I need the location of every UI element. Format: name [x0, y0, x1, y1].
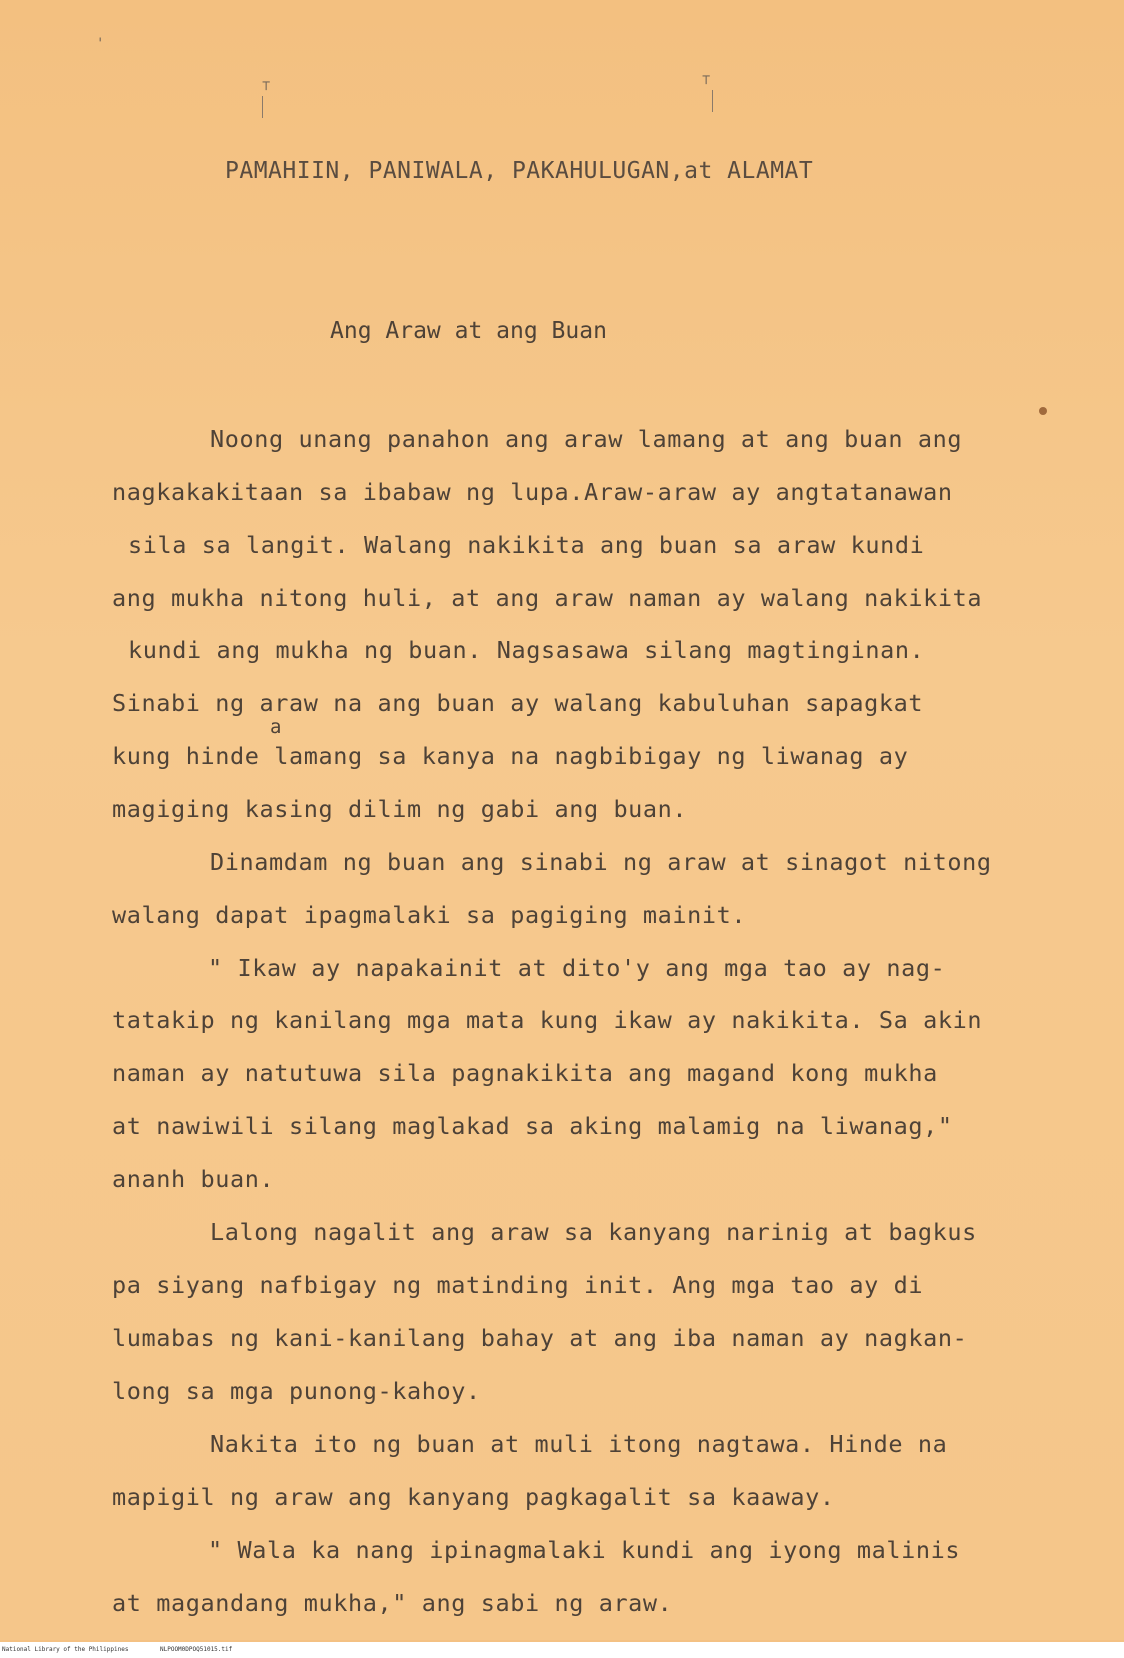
text-line: lumabas ng kani-kanilang bahay at ang iba naman ay nagkan- [112, 1324, 968, 1352]
scan-footer [0, 1642, 1124, 1658]
text-line: sila sa langit. Walang nakikita ang buan sa araw kundi [128, 531, 925, 559]
text-line: kung hinde lamang sa kanya na nagbibigay ng liwanag ay [112, 742, 909, 770]
text-line: ang mukha nitong huli, at ang araw naman ay walang nakikita [112, 584, 983, 612]
text-line: ananh buan. [112, 1165, 275, 1193]
text-line: Dinamdam ng buan ang sinabi ng araw at sinagot nitong [210, 848, 992, 876]
text-line: kundi ang mukha ng buan. Nagsasawa silang magtinginan. [128, 636, 925, 664]
margin-mark: ' [96, 36, 105, 52]
text-line: Noong unang panahon ang araw lamang at ang buan ang [210, 425, 963, 453]
text-line: mapigil ng araw ang kanyang pagkagalit sa kaaway. [112, 1483, 835, 1511]
document-subtitle: Ang Araw at ang Buan [330, 318, 607, 344]
ink-spot [1039, 407, 1047, 415]
text-line: pa siyang nafbigay ng matinding init. Ang mga tao ay di [112, 1271, 924, 1299]
pin-mark-left: ⊤ [262, 78, 271, 94]
pin-line-left [262, 96, 263, 118]
text-line: Sinabi ng araw na ang buan ay walang kabuluhan sapagkat [112, 689, 924, 717]
footer-source: National Library of the Philippines [2, 1646, 129, 1653]
text-line: magiging kasing dilim ng gabi ang buan. [112, 795, 688, 823]
text-line: at nawiwili silang maglakad sa aking malamig na liwanag," [112, 1112, 953, 1140]
text-line: at magandang mukha," ang sabi ng araw. [112, 1589, 673, 1617]
text-line: long sa mga punong-kahoy. [112, 1377, 481, 1405]
pin-line-right [712, 90, 713, 112]
text-line: Lalong nagalit ang araw sa kanyang narinig at bagkus [210, 1218, 977, 1246]
text-line: nagkakakitaan sa ibabaw ng lupa.Araw-araw ay angtatanawan [112, 478, 953, 506]
pin-mark-right: ⊤ [702, 72, 711, 88]
text-line: walang dapat ipagmalaki sa pagiging mainit. [112, 901, 747, 929]
text-line: naman ay natutuwa sila pagnakikita ang magand kong mukha [112, 1059, 938, 1087]
text-line: " Ikaw ay napakainit at dito'y ang mga tao ay nag- [208, 954, 946, 982]
text-line: tatakip ng kanilang mga mata kung ikaw ay nakikita. Sa akin [112, 1006, 983, 1034]
text-line: Nakita ito ng buan at muli itong nagtawa. Hinde na [210, 1430, 948, 1458]
handwritten-insert: a [270, 716, 282, 738]
footer-filename: NLPOOM0DPOQ51015.tif [160, 1646, 233, 1653]
text-line: " Wala ka nang ipinagmalaki kundi ang iyong malinis [208, 1536, 961, 1564]
document-title: PAMAHIIN, PANIWALA, PAKAHULUGAN,at ALAMAT [225, 158, 814, 184]
